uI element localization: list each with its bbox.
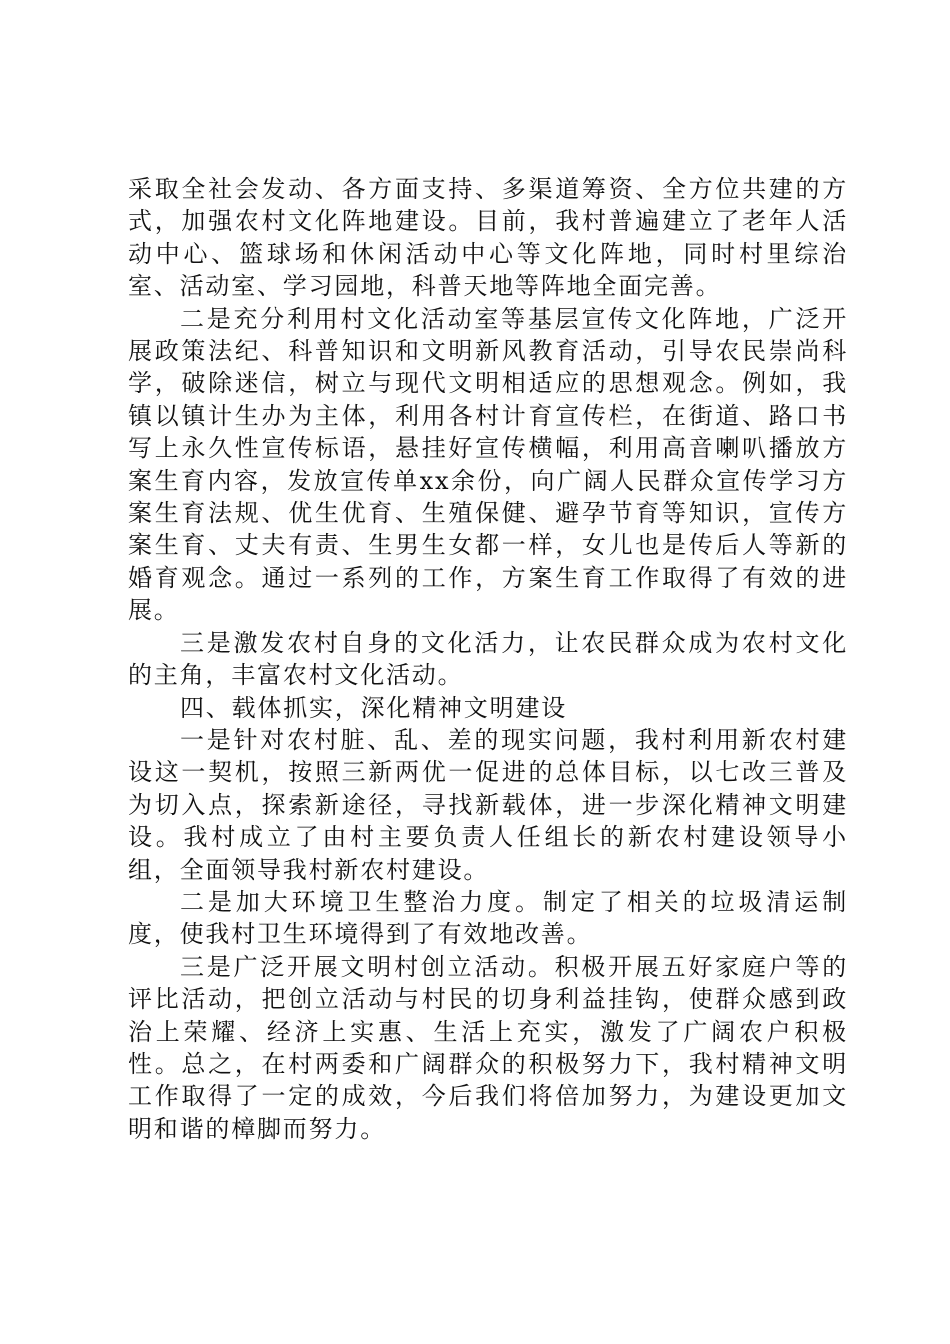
- paragraph-point-two-publicity: 二是充分利用村文化活动室等基层宣传文化阵地，广泛开展政策法纪、科普知识和文明新风教育活动，引导农民崇尚科学，破除迷信，树立与现代文明相适应的思想观念。例如，我镇以镇计生办为主体，利用各村计育宣传栏，在街道、路口书写上永久性宣传标语，悬挂好宣传横幅，利用高音喇叭播放方案生育内容，发放宣传单xx余份，向广阔人民群众宣传学习方案生育法规、优生优育、生殖保健、避孕节育等知识，宣传方案生育、丈夫有责、生男生女都一样，女儿也是传后人等新的婚育观念。通过一系列的工作，方案生育工作取得了有效的进展。: [128, 304, 848, 625]
- paragraph-point-three-culture: 三是激发农村自身的文化活力，让农民群众成为农村文化的主角，丰富农村文化活动。: [128, 628, 848, 690]
- paragraph-point-two-sanitation: 二是加大环境卫生整治力度。制定了相关的垃圾清运制度，使我村卫生环境得到了有效地改善。: [128, 887, 848, 949]
- paragraph-point-one-new-village: 一是针对农村脏、乱、差的现实问题，我村利用新农村建设这一契机，按照三新两优一促进的总体目标，以七改三普及为切入点，探索新途径，寻找新载体，进一步深化精神文明建设。我村成立了由村主要负责人任组长的新农村建设领导小组，全面领导我村新农村建设。: [128, 725, 848, 884]
- section-heading-four: 四、载体抓实，深化精神文明建设: [180, 693, 567, 722]
- paragraph-continued: 采取全社会发动、各方面支持、多渠道筹资、全方位共建的方式，加强农村文化阵地建设。目前，我村普遍建立了老年人活动中心、篮球场和休闲活动中心等文化阵地，同时村里综治室、活动室、学习园地，科普天地等阵地全面完善。: [128, 175, 848, 301]
- paragraph-point-three-civilized-village: 三是广泛开展文明村创立活动。积极开展五好家庭户等的评比活动，把创立活动与村民的切身利益挂钩，使群众感到政治上荣耀、经济上实惠、生活上充实，激发了广阔农户积极性。总之，在村两委和广阔群众的积极努力下，我村精神文明工作取得了一定的成效，今后我们将倍加努力，为建设更加文明和谐的樟脚而努力。: [128, 952, 848, 1143]
- document-body: [128, 173, 848, 1145]
